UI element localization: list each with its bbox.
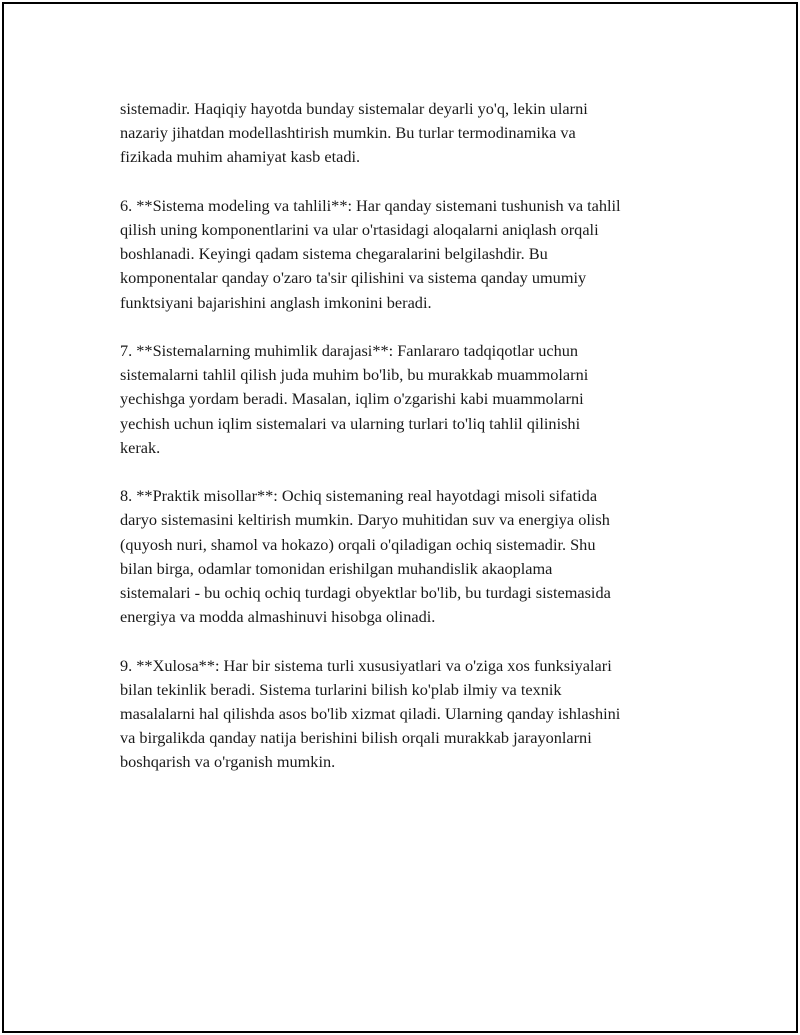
text-line: qilish uning komponentlarini va ular o'rtasidagi aloqalarni aniqlash orqali <box>120 220 599 239</box>
text-line: sistemalarni tahlil qilish juda muhim bo'lib, bu murakkab muammolarni <box>120 365 589 385</box>
text-line: fizikada muhim ahamiyat kasb etadi. <box>120 147 361 167</box>
text-line: funktsiyani bajarishini anglash imkonini beradi. <box>120 292 432 312</box>
text-line: 8. **Praktik misollar**: Ochiq sistemaning real hayotdagi misoli sifatida <box>120 486 598 506</box>
text-line: 7. **Sistemalarning muhimlik darajasi**: Fanlararo tadqiqotlar uchun <box>120 341 579 360</box>
paragraph-item-8 <box>120 484 700 629</box>
text-line: bilan birga, odamlar tomonidan erishilgan muhandislik akaoplama <box>120 558 553 578</box>
text-line: nazariy jihatdan modellashtirish mumkin. Bu turlar termodinamika va <box>120 123 576 143</box>
paragraph-item-9 <box>120 654 700 775</box>
paragraph-item-7 <box>120 339 700 460</box>
text-line: yechishga yordam beradi. Masalan, iqlim o'zgarishi kabi muammolarni <box>120 389 584 409</box>
text-line: yechish uchun iqlim sistemalari va ularning turlari to'liq tahlil qilinishi <box>120 413 581 433</box>
document-page <box>2 2 798 1033</box>
text-line: sistemalari - bu ochiq ochiq turdagi obyektlar bo'lib, bu turdagi sistemasida <box>120 583 611 603</box>
paragraph-intro-continuation <box>120 97 700 170</box>
text-line: energiya va modda almashinuvi hisobga olinadi. <box>120 607 436 627</box>
text-line: kerak. <box>120 437 161 457</box>
text-line: komponentalar qanday o'zaro ta'sir qilishini va sistema qanday umumiy <box>120 268 587 288</box>
document-body <box>120 97 700 799</box>
text-line: daryo sistemasini keltirish mumkin. Daryo muhitidan suv va energiya olish <box>120 510 610 530</box>
text-line: boshqarish va o'rganish mumkin. <box>120 752 336 772</box>
text-line: va birgalikda qanday natija berishini bilish orqali murakkab jarayonlarni <box>120 728 592 748</box>
text-line: 9. **Xulosa**: Har bir sistema turli xususiyatlari va o'ziga xos funksiyalari <box>120 655 612 675</box>
text-line: boshlanadi. Keyingi qadam sistema chegaralarini belgilashdir. Bu <box>120 244 548 264</box>
text-line: sistemadir. Haqiqiy hayotda bunday sistemalar deyarli yo'q, lekin ularni <box>120 99 588 118</box>
paragraph-item-6 <box>120 194 700 315</box>
text-line: (quyosh nuri, shamol va hokazo) orqali o'qiladigan ochiq sistemadir. Shu <box>120 534 596 554</box>
text-line: masalalarni hal qilishda asos bo'lib xizmat qiladi. Ularning qanday ishlashini <box>120 704 621 724</box>
text-line: 6. **Sistema modeling va tahlili**: Har qanday sistemani tushunish va tahlil <box>120 195 621 215</box>
text-line: bilan tekinlik beradi. Sistema turlarini bilish ko'plab ilmiy va texnik <box>120 679 562 699</box>
